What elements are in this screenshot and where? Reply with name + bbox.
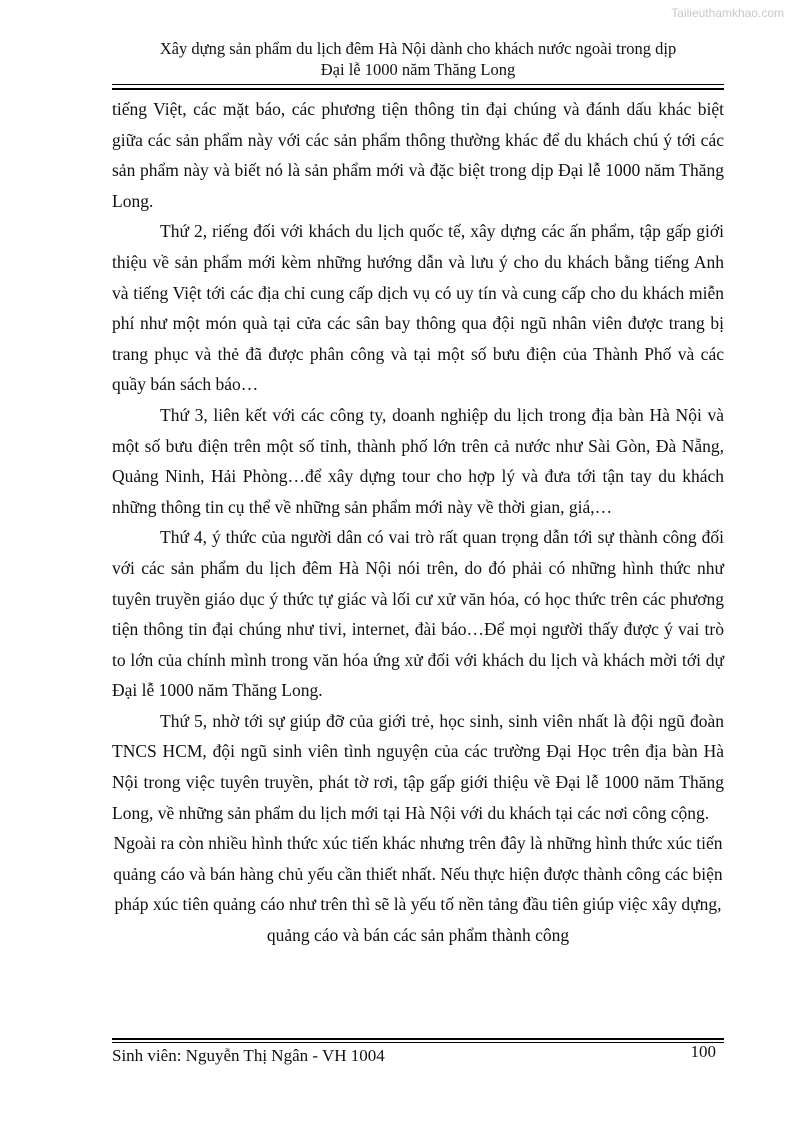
footer-divider [112, 1042, 724, 1043]
paragraph-point-5: Thứ 5, nhờ tới sự giúp đỡ của giới trẻ, học sinh, sinh viên nhất là đội ngũ đoàn TNCS HCM, đội ngũ sinh viên tình nguyện của các trường Đại Học trên địa bàn Hà Nội trong việc tuyên truyền, phát tờ rơi, tập gấp giới thiệu về Đại lễ 1000 năm Thăng Long, về những sản phẩm du lịch mới tại Hà Nội với du khách tại các nơi công cộng. [112, 710, 724, 823]
paragraph-point-2: Thứ 2, riếng đối với khách du lịch quốc tế, xây dựng các ấn phẩm, tập gấp giới thiệu về sản phẩm mới kèm những hướng dẫn và lưu ý cho du khách bằng tiếng Anh và tiếng Việt tới các địa chỉ cung cấp dịch vụ có uy tín và cung cấp cho du khách miễn phí như một món quà tại cửa các sân bay thông qua đội ngũ nhân viên được trang bị trang phục và thẻ đã được phân công và tại một số bưu điện của Thành Phố và các quầy bán sách báo… [112, 221, 724, 395]
watermark-text: Tailieuthamkhao.com [671, 6, 784, 20]
paragraph-point-3: Thứ 3, liên kết với các công ty, doanh nghiệp du lịch trong địa bàn Hà Nội và một số bưu điện trên một số tỉnh, thành phố lớn trên cả nước như Sài Gòn, Đà Nẵng, Quảng Ninh, Hải Phòng…để xây dựng tour cho hợp lý và đưa tới tận tay du khách những thông tin cụ thể về những sản phẩm mới này về thời gian, giá,… [112, 404, 724, 517]
header-divider [112, 84, 724, 85]
page-number: 100 [690, 1042, 716, 1061]
footer-divider-thick [112, 1038, 724, 1040]
paragraph-continuation: tiếng Việt, các mặt báo, các phương tiện thông tin đại chúng và đánh dấu khác biệt giữa các sản phẩm này với các sản phẩm thông thường khác để du khách chú ý tới các sản phẩm này và biết nó là sản phẩm mới và đặc biệt trong dịp Đại lễ 1000 năm Thăng Long. [112, 99, 724, 211]
page-header [112, 38, 724, 80]
paragraph-point-4: Thứ 4, ý thức của người dân có vai trò rất quan trọng dẫn tới sự thành công đối với các sản phẩm du lịch đêm Hà Nội nói trên, do đó phải có những hình thức như tuyên truyền giáo dục ý thức tự giác và lối cư xử văn hóa, có học thức trên các phương tiện thông tin đại chúng như tivi, internet, đài báo…Để mọi người thấy được ý vai trò to lớn của chính mình trong văn hóa ứng xử đối với khách du lịch và khách mời tới dự Đại lễ 1000 năm Thăng Long. [112, 527, 724, 701]
paragraph-closing: Ngoài ra còn nhiều hình thức xúc tiến khác nhưng trên đây là những hình thức xúc tiến quảng cáo và bán hàng chủ yếu cần thiết nhất. Nếu thực hiện được thành công các biện pháp xúc tiên quảng cáo như trên thì sẽ là yếu tố nền tảng đầu tiên giúp việc xây dựng, quảng cáo và bán các sản phẩm thành công [113, 833, 723, 946]
header-title-line-1: Xây dựng sản phẩm du lịch đêm Hà Nội dành cho khách nước ngoài trong dịp [159, 39, 677, 58]
document-body [112, 94, 724, 951]
header-divider-thick [112, 88, 724, 90]
footer-student-info: Sinh viên: Nguyễn Thị Ngân - VH 1004 [112, 1046, 385, 1065]
header-title-line-2: Đại lễ 1000 năm Thăng Long [320, 60, 516, 79]
